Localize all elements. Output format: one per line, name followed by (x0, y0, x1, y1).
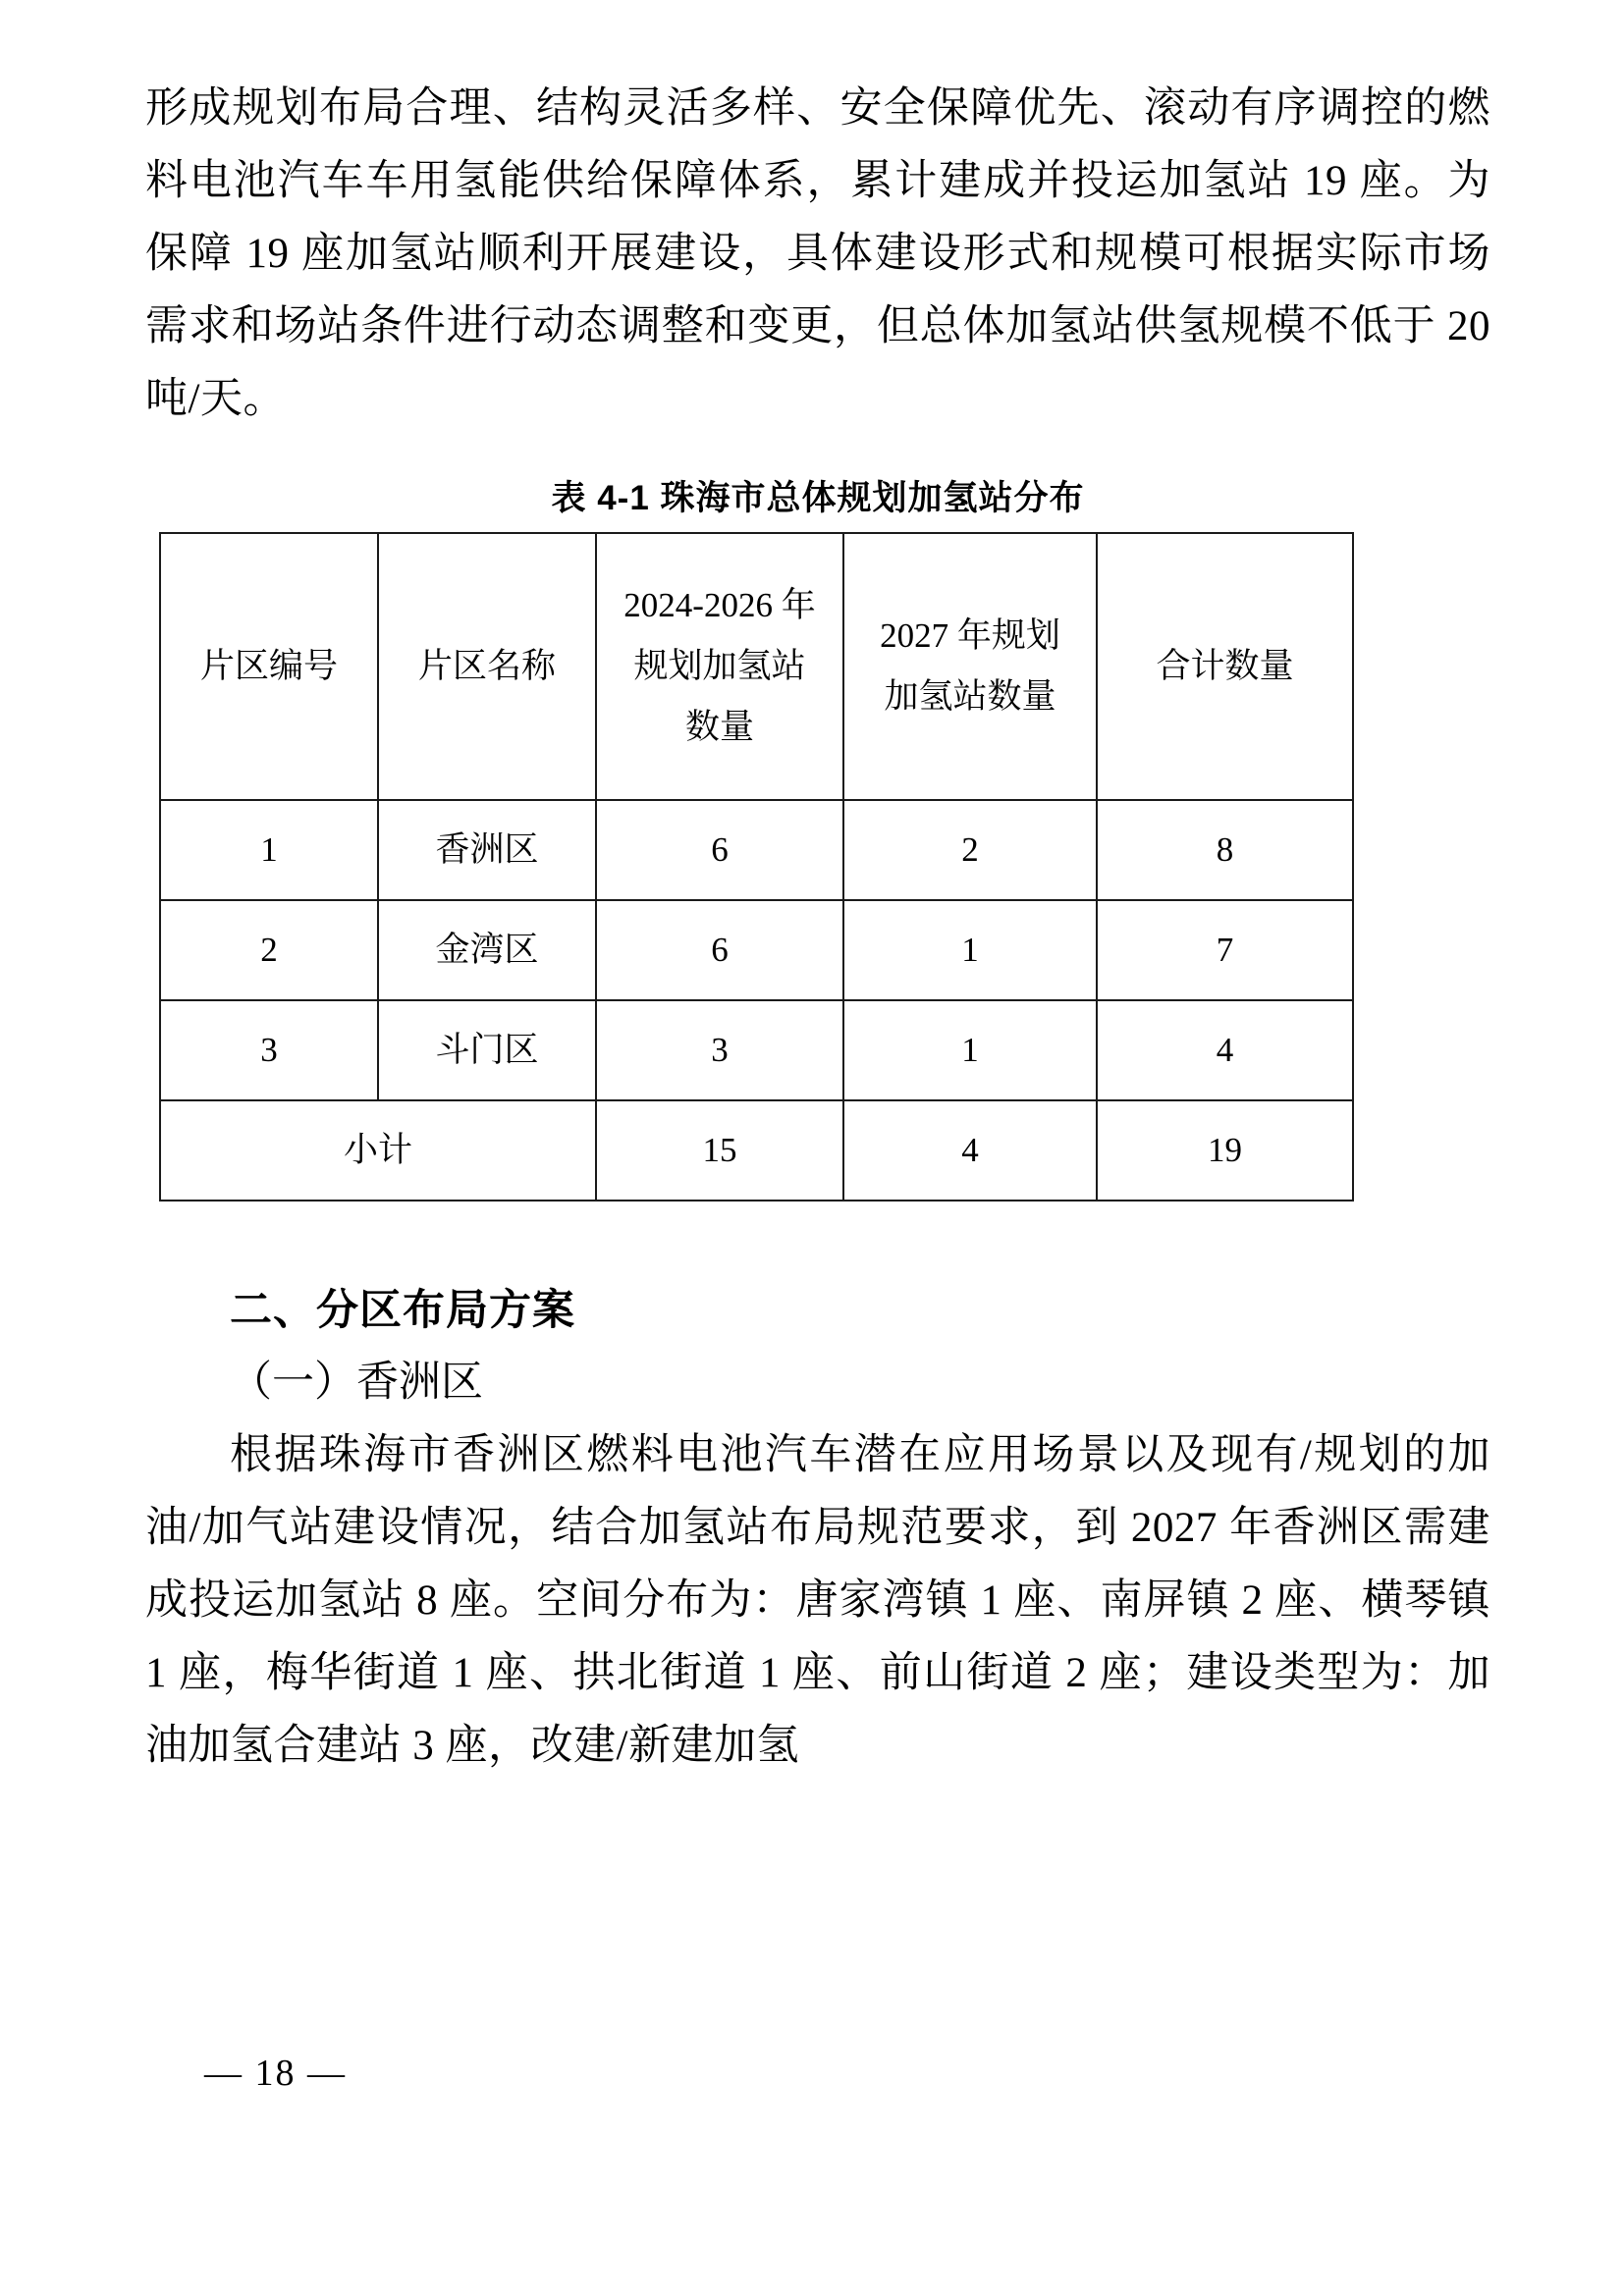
column-header-total-label: 合计数量 (1156, 647, 1294, 685)
page-number-footer: — 18 — (204, 2053, 347, 2094)
column-header-total (1097, 533, 1353, 800)
cell-zone-id: 1 (160, 800, 378, 900)
table-row (160, 900, 1353, 1000)
cell-subtotal-plan-2024-2026: 15 (596, 1100, 843, 1201)
column-header-zone-name (378, 533, 596, 800)
cell-total: 8 (1097, 800, 1353, 900)
section-heading-zone-layout-plan: 二、分区布局方案 (230, 1287, 575, 1334)
cell-subtotal-label: 小计 (160, 1100, 596, 1201)
table-subtotal-row (160, 1100, 1353, 1201)
cell-total: 4 (1097, 1000, 1353, 1100)
table-row (160, 800, 1353, 900)
table-caption: 表 4-1 珠海市总体规划加氢站分布 (551, 479, 1085, 517)
cell-subtotal-total: 19 (1097, 1100, 1353, 1201)
cell-plan-2024-2026: 3 (596, 1000, 843, 1100)
cell-zone-name: 斗门区 (378, 1000, 596, 1100)
subsection-heading-xiangzhou: （一）香洲区 (230, 1360, 483, 1406)
pre-caption-spacer (145, 436, 1490, 461)
cell-plan-2024-2026: 6 (596, 900, 843, 1000)
column-header-plan-2027-label: 2027 年规划加氢站数量 (880, 616, 1060, 716)
table-header (160, 533, 1353, 800)
top-margin-spacer (145, 0, 1490, 73)
column-header-zone-id-label: 片区编号 (199, 647, 338, 685)
cell-subtotal-plan-2027: 4 (843, 1100, 1097, 1201)
cell-plan-2027: 1 (843, 900, 1097, 1000)
page-content (145, 0, 1490, 1783)
body-paragraph-overview: 形成规划布局合理、结构灵活多样、安全保障优先、滚动有序调控的燃料电池汽车车用氢能供给保障体系，累计建成并投运加氢站 19 座。为保障 19 座加氢站顺利开展建设，具体建设形式和规模可根据实际市场需求和场站条件进行动态调整和变更，但总体加氢站供氢规模不低于 20 吨/天。 (145, 85, 1490, 422)
column-header-plan-2024-2026 (596, 533, 843, 800)
column-header-zone-name-label: 片区名称 (417, 647, 556, 685)
cell-zone-id: 2 (160, 900, 378, 1000)
cell-total: 7 (1097, 900, 1353, 1000)
cell-plan-2027: 2 (843, 800, 1097, 900)
cell-plan-2024-2026: 6 (596, 800, 843, 900)
cell-zone-name: 金湾区 (378, 900, 596, 1000)
column-header-zone-id (160, 533, 378, 800)
table-row (160, 1000, 1353, 1100)
column-header-plan-2027 (843, 533, 1097, 800)
cell-plan-2027: 1 (843, 1000, 1097, 1100)
table-header-row (160, 533, 1353, 800)
cell-zone-name: 香洲区 (378, 800, 596, 900)
hydrogen-station-plan-table (159, 532, 1354, 1201)
table-body (160, 800, 1353, 1201)
column-header-plan-2024-2026-label: 2024-2026 年规划加氢站数量 (623, 586, 816, 746)
body-paragraph-xiangzhou: 根据珠海市香洲区燃料电池汽车潜在应用场景以及现有/规划的加油/加气站建设情况，结合加氢站布局规范要求，到 2027 年香洲区需建成投运加氢站 8 座。空间分布为：唐家湾镇 1 座、南屏镇 2 座、横琴镇 1 座，梅华街道 1 座、拱北街道 1 座、前山街道 2 座；建设类型为：加油加氢合建站 3 座，改建/新建加氢 (145, 1432, 1490, 1769)
cell-zone-id: 3 (160, 1000, 378, 1100)
post-table-spacer (145, 1201, 1490, 1274)
